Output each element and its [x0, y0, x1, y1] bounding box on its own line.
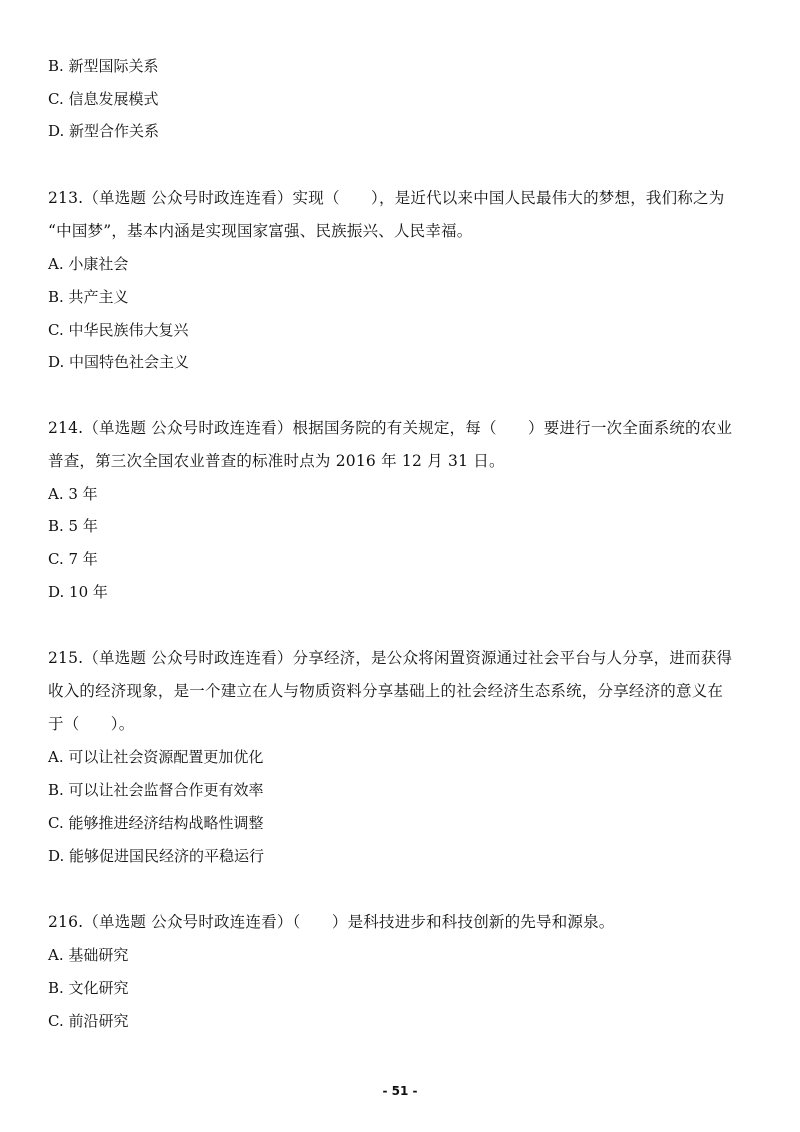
question-215-option-a: A. 可以让社会资源配置更加优化 [48, 748, 264, 766]
question-214-option-a: A. 3 年 [48, 485, 98, 503]
question-216-option-c: C. 前沿研究 [48, 1012, 129, 1030]
question-215-stem-line-2: 收入的经济现象，是一个建立在人与物质资料分享基础上的社会经济生态系统，分享经济的意义在 [48, 682, 724, 700]
question-215-stem-line-1: 215.（单选题 公众号时政连连看）分享经济，是公众将闲置资源通过社会平台与人分享，进而获得 [48, 649, 733, 667]
question-213-stem-line-2: “中国梦”，基本内涵是实现国家富强、民族振兴、人民幸福。 [48, 222, 473, 240]
question-213-option-c: C. 中华民族伟大复兴 [48, 321, 189, 339]
question-213-option-b: B. 共产主义 [48, 288, 129, 306]
question-214-stem-line-2: 普查，第三次全国农业普查的标准时点为 2016 年 12 月 31 日。 [48, 452, 505, 470]
question-213-option-d: D. 中国特色社会主义 [48, 353, 190, 371]
question-213-stem-line-1: 213.（单选题 公众号时政连连看）实现（ ），是近代以来中国人民最伟大的梦想，我们称之为 [48, 189, 725, 207]
question-214-option-b: B. 5 年 [48, 517, 98, 535]
question-213-option-a: A. 小康社会 [48, 255, 129, 273]
question-216-stem-line-1: 216.（单选题 公众号时政连连看）（ ）是科技进步和科技创新的先导和源泉。 [48, 913, 615, 931]
question-216-option-a: A. 基础研究 [48, 946, 129, 964]
question-214-option-c: C. 7 年 [48, 550, 98, 568]
question-215-option-d: D. 能够促进国民经济的平稳运行 [48, 847, 265, 865]
prev-question-option-d: D. 新型合作关系 [48, 122, 160, 140]
question-214-option-d: D. 10 年 [48, 583, 108, 601]
question-214-stem-line-1: 214.（单选题 公众号时政连连看）根据国务院的有关规定，每（ ）要进行一次全面系统的农业 [48, 419, 733, 437]
question-215-option-c: C. 能够推进经济结构战略性调整 [48, 814, 264, 832]
prev-question-option-b: B. 新型国际关系 [48, 57, 159, 75]
question-216-option-b: B. 文化研究 [48, 979, 129, 997]
question-215-stem-line-3: 于（ ）。 [48, 715, 135, 733]
question-215-option-b: B. 可以让社会监督合作更有效率 [48, 781, 264, 799]
prev-question-option-c: C. 信息发展模式 [48, 90, 159, 108]
page-number: - 51 - [382, 1084, 418, 1098]
